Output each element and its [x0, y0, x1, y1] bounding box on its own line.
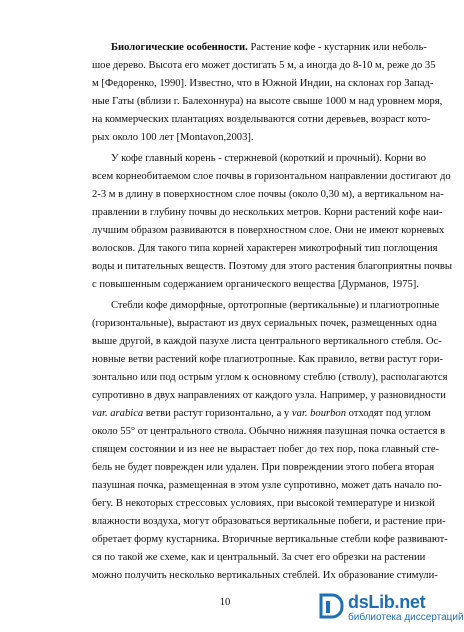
paragraph-3-line-3: выше другой, в каждой пазухе листа центрального вертикального стебля. Ос- — [92, 336, 442, 347]
paragraph-3-line-7: var. arabica ветви растут горизонтально, а у var. bourbon отходят под углом — [92, 408, 431, 419]
page-number: 10 — [219, 597, 231, 608]
paragraph-2-line-6: волосков. Для такого типа корней характерен микотрофный тип поглощения — [92, 243, 438, 254]
paragraph-3-line-9: спящем состоянии и из нее не вырастает побег до тех пор, пока главный сте- — [92, 444, 440, 455]
dslib-logo-icon — [318, 592, 344, 622]
paragraph-3-line-2: (горизонтальные), вырастают из двух сериальных почек, размещенных одна — [92, 318, 437, 329]
paragraph-1-line-2: шое дерево. Высота его может достигать 5 м, а иногда до 8-10 м, реже до 35 — [92, 60, 436, 71]
watermark-brand: dsLib.net — [348, 592, 426, 612]
paragraph-3-line-8: около 55° от центрального ствола. Обычно нижняя пазушная почка остается в — [92, 426, 446, 437]
paragraph-2-line-1: У кофе главный корень - стержневой (короткий и прочный). Корни во — [111, 153, 426, 164]
paragraph-3-line-4: новные ветви растений кофе плагиотропные. Как правило, ветви растут гори- — [92, 354, 444, 365]
paragraph-3-line-16: можно получить несколько вертикальных стеблей. Их образование стимули- — [92, 570, 438, 581]
var-bourbon: var. bourbon — [291, 408, 347, 419]
paragraph-1-line-1: Биологические особенности. Растение кофе - кустарник или неболь- — [111, 42, 427, 53]
dslib-watermark[interactable] — [318, 592, 464, 626]
paragraph-2-line-3: 2-3 м в длину в поверхностном слое почвы (около 0,30 м), а вертикальном на- — [92, 189, 444, 200]
paragraph-1-line-4: ные Гаты (вблизи г. Балехоннура) на высоте свыше 1000 м над уровнем моря, — [92, 96, 443, 107]
paragraph-3-line-10: бель не будет поврежден или удален. При повреждении этого побега вторая — [92, 462, 435, 473]
paragraph-3-line-14: обретает форму кустарника. Вторичные вертикальные стебли кофе развивают- — [92, 534, 448, 545]
watermark-subtitle: библиотека диссертаций — [348, 612, 464, 623]
paragraph-2-line-8: с повышенным содержанием органического вещества [Дурманов, 1975]. — [92, 279, 419, 290]
paragraph-3-line-13: влажности воздуха, могут образоваться вертикальные побеги, и растение при- — [92, 516, 446, 527]
paragraph-3-line-15: ся по такой же схеме, как и центральный. За счет его обрезки на растении — [92, 552, 426, 563]
paragraph-2-line-5: лучшим образом развиваются в поверхностном слое. Они не имеют корневых — [92, 225, 445, 236]
paragraph-3-line-5: зонтально или под острым углом к основному стеблю (стволу), располагаются — [92, 372, 448, 383]
paragraph-3-line-11: пазушная почка, размещенная в этом узле супротивно, может дать начало по- — [92, 480, 442, 491]
paragraph-1-line-6: рых около 100 лет [Montavon,2003]. — [92, 132, 254, 143]
paragraph-2-line-2: всем корнеобитаемом слое почвы в горизонтальном направлении достигают до — [92, 171, 451, 182]
paragraph-1-line-5: на коммерческих плантациях возделываются сотни деревьев, возраст кото- — [92, 114, 431, 125]
paragraph-3-line-1: Стебли кофе диморфные, ортотропные (вертикальные) и плагиотропные — [111, 300, 440, 311]
var-arabica: var. arabica — [92, 408, 144, 419]
paragraph-3-line-12: бегу. В некоторых стрессовых условиях, при высокой температуре и низкой — [92, 498, 435, 509]
paragraph-2-line-7: воды и питательных веществ. Поэтому для этого растения благоприятны почвы — [92, 261, 453, 272]
paragraph-1-line-3: м [Федоренко, 1990]. Известно, что в Южной Индии, на склонах гор Запад- — [92, 78, 434, 89]
paragraph-2-line-4: правлении в глубину почвы до нескольких метров. Корни растений кофе наи- — [92, 207, 443, 218]
section-heading: Биологические особенности. — [111, 42, 248, 53]
paragraph-3-line-6: супротивно в двух направлениях от каждого узла. Например, у разновидности — [92, 390, 446, 401]
